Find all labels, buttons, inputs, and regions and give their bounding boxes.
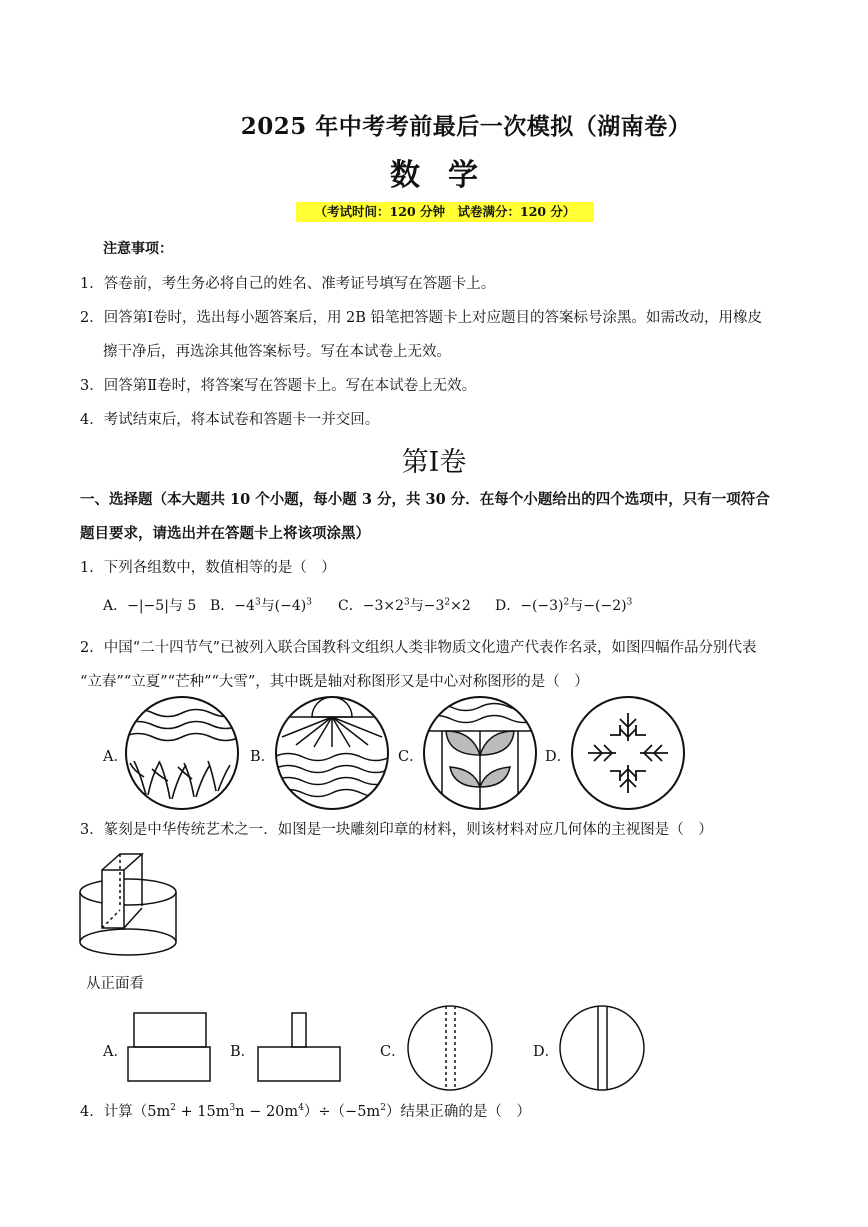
q2-figure-d-snow-icon — [570, 695, 686, 811]
q3-view-caption: 从正面看 — [86, 976, 144, 992]
q2-label-a: A． — [103, 749, 128, 765]
q2-label-c: C． — [398, 749, 424, 765]
note-item-3: 3．回答第Ⅱ卷时，将答案写在答题卡上。写在本试卷上无效。 — [80, 378, 477, 394]
q3-label-d: D． — [533, 1044, 560, 1060]
q1-option-a: A．−|−5|与 5 — [103, 598, 197, 614]
q1-option-c: C．$-3\times 2^3$与$-3^2\times 2$ — [338, 597, 471, 614]
q1-stem: 1．下列各组数中，数值相等的是（ ） — [80, 560, 336, 576]
q3-label-a: A． — [103, 1044, 128, 1060]
q2-stem-2: “立春”“立夏”“芒种”“大雪”，其中既是轴对称图形又是中心对称图形的是（ ） — [80, 674, 589, 690]
paper-title: 2025 年中考考前最后一次模拟（湖南卷） — [240, 113, 692, 140]
q1-option-b: B．$-4^3$与$(-4)^3$ — [210, 597, 312, 614]
q2-figure-c-grain-icon — [422, 695, 538, 811]
q3-stem: 3．篆刻是中华传统艺术之一．如图是一块雕刻印章的材料，则该材料对应几何体的主视图是（ ） — [80, 822, 713, 838]
note-item-2: 2．回答第Ⅰ卷时，选出每小题答案后，用 2B 铅笔把答题卡上对应题目的答案标号涂黑。如需改动，用橡皮 — [80, 310, 763, 326]
q2-label-b: B． — [250, 749, 276, 765]
q2-label-d: D． — [545, 749, 572, 765]
q3-seal-material-figure — [76, 848, 188, 968]
exam-info-banner: （考试时间：120 分钟 试卷满分：120 分） — [296, 202, 594, 222]
notes-heading: 注意事项： — [103, 241, 173, 257]
note-item-4: 4．考试结束后，将本试卷和答题卡一并交回。 — [80, 412, 380, 428]
section-title: 第Ⅰ卷 — [401, 447, 467, 478]
note-item-1: 1．答卷前，考生务必将自己的姓名、准考证号填写在答题卡上。 — [80, 276, 496, 292]
section-intro-1: 一、选择题（本大题共 10 个小题，每小题 3 分，共 30 分．在每个小题给出的四个选项中，只有一项符合 — [80, 491, 770, 508]
q3-label-b: B． — [230, 1044, 256, 1060]
q2-figure-b-summer-icon — [274, 695, 390, 811]
q2-figure-a-spring-icon — [124, 695, 240, 811]
section-intro-2: 题目要求，请选出并在答题卡上将该项涂黑） — [80, 525, 370, 542]
q4-stem: 4．计算$(5m^2 + 15m^3n - 20m^4)\div(-5m^2)$结果正确的是（ ） — [80, 1103, 531, 1120]
q3-option-d-figure — [558, 1004, 646, 1092]
q3-option-b-figure — [256, 1012, 342, 1084]
q3-option-a-figure — [126, 1012, 212, 1084]
q2-stem-1: 2．中国“二十四节气”已被列入联合国教科文组织人类非物质文化遗产代表作名录，如图四幅作品分别代表 — [80, 640, 757, 656]
q1-option-d: D．$-(-3)^2$与$-(-2)^3$ — [495, 597, 633, 614]
q3-option-c-figure — [406, 1004, 494, 1092]
note-item-2-cont: 擦干净后，再选涂其他答案标号。写在本试卷上无效。 — [103, 344, 451, 360]
q3-label-c: C． — [380, 1044, 406, 1060]
subject-title: 数学 — [390, 158, 506, 193]
